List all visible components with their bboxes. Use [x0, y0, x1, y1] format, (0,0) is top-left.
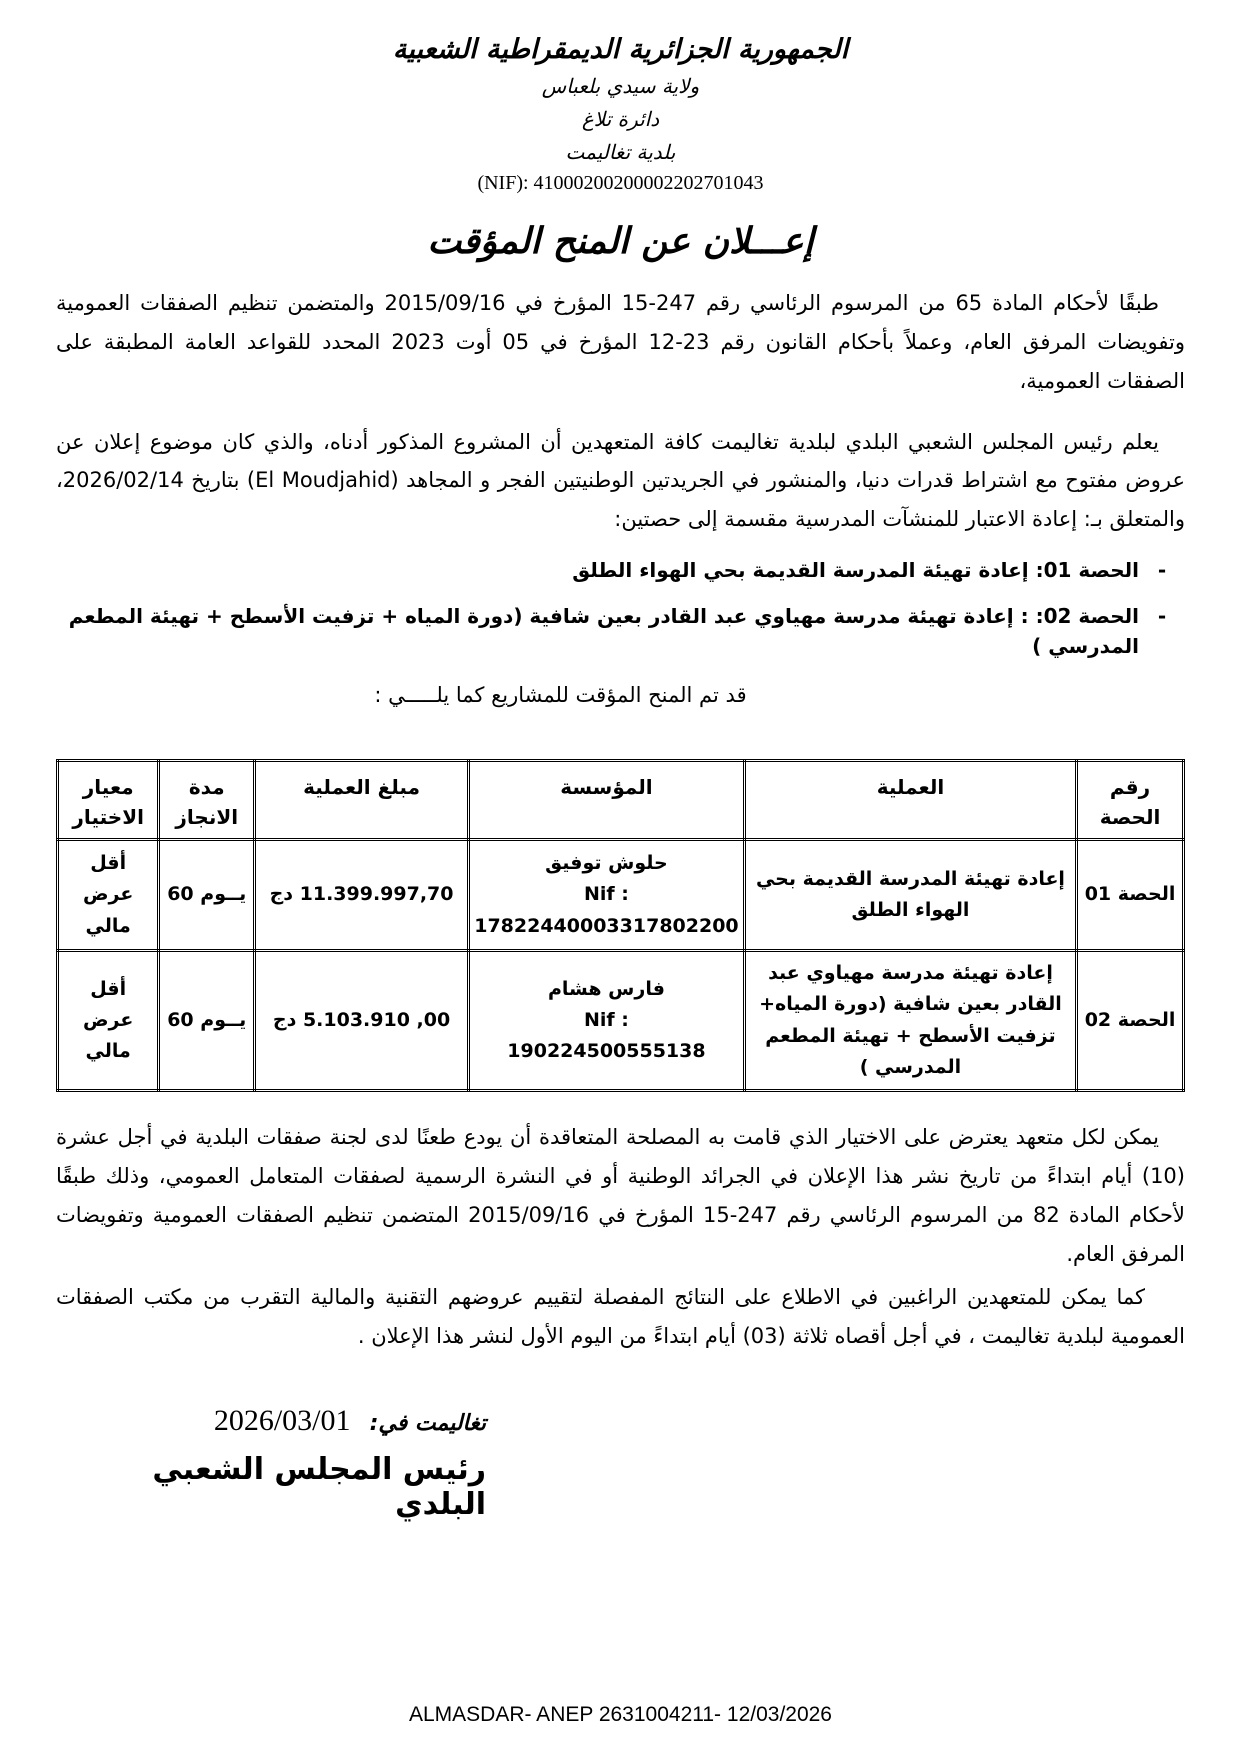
row2-criterion: أقل عرض مالي [58, 951, 159, 1091]
row2-duration: 60 يــوم [159, 951, 255, 1091]
commune-line: بلدية تغاليمت [565, 140, 676, 164]
row2-company-nif-label: Nif : [583, 1009, 629, 1032]
award-table [56, 759, 1185, 1092]
lot-dash: - [1157, 558, 1167, 583]
row2-operation: إعادة تهيئة مدرسة مهياوي عبد القادر بعين شافية (دورة المياه+ تزفيت الأسطح + تهيئة المطعم المدرسي ) [744, 951, 1076, 1091]
paragraph-announcement: يعلم رئيس المجلس الشعبي البلدي لبلدية تغاليمت كافة المتعهدين أن المشروع المذكور أدناه، والذي كان موضوع إعلان عن عروض مفتوح مع اشتراط قدرات دنيا، والمنشور في الجريدتين الوطنيتين الفجر و المجاهد (El Moudjahid) بتاريخ 2026/02/14، والمتعلق بـ: إعادة الاعتبار للمنشآت المدرسية مقسمة إلى حصتين: [56, 429, 1185, 532]
signature-date-line [56, 1404, 486, 1438]
row1-operation: إعادة تهيئة المدرسة القديمة بحي الهواء الطلق [744, 840, 1076, 951]
col-header-amount: مبلغ العملية [255, 761, 469, 840]
lot-dash: - [1157, 604, 1167, 629]
lot-2-text: الحصة 02: : إعادة تهيئة مدرسة مهياوي عبد القادر بعين شافية (دورة المياه + تزفيت الأسطح + تهيئة المطعم المدرسي ) [68, 604, 1139, 659]
row1-amount: 11.399.997,70 دج [255, 840, 469, 951]
signature-place-label: تغاليمت في: [369, 1410, 486, 1436]
paragraph-legal-basis: طبقًا لأحكام المادة 65 من المرسوم الرئاسي رقم 247-15 المؤرخ في 2015/09/16 والمتضمن تنظيم الصفقات العمومية وتفويضات المرفق العام، وعملاً بأحكام القانون رقم 23-12 المؤرخ في 05 أوت 2023 المحدد للقواعد العامة المطبقة على الصفقات العمومية، [56, 291, 1185, 393]
row1-criterion: أقل عرض مالي [58, 840, 159, 951]
lot-1-text: الحصة 01: إعادة تهيئة المدرسة القديمة بحي الهواء الطلق [572, 558, 1139, 583]
row2-amount: 00, 5.103.910 دج [255, 951, 469, 1091]
col-header-company: المؤسسة [469, 761, 745, 840]
lot-item-2 [56, 601, 1185, 661]
row1-company [469, 840, 745, 951]
table-header-row [58, 761, 1184, 840]
daira-line: دائرة تلاغ [581, 107, 660, 131]
row1-company-name: حلوش توفيق [545, 852, 668, 875]
col-header-duration: مدة الانجاز [159, 761, 255, 840]
signer-title: رئيس المجلس الشعبي البلدي [152, 1451, 486, 1522]
anep-footer: ALMASDAR- ANEP 2631004211- 12/03/2026 [408, 1703, 832, 1726]
row2-lot-no: الحصة 02 [1077, 951, 1184, 1091]
row2-company-nif: 190224500555138 [507, 1040, 706, 1063]
republic-title: الجمهورية الجزائرية الديمقراطية الشعبية [392, 34, 849, 65]
signature-block [56, 1404, 486, 1522]
document-header [56, 34, 1185, 195]
row2-company-name: فارس هشام [547, 977, 665, 1000]
lot-item-1 [56, 555, 1185, 585]
table-row [58, 951, 1184, 1091]
row1-company-nif-label: Nif : [583, 883, 629, 906]
paragraph-appeal: يمكن لكل متعهد يعترض على الاختيار الذي قامت به المصلحة المتعاقدة أن يودع طعنًا لدى لجنة صفقات البلدية في أجل عشرة (10) أيام ابتداءً من تاريخ نشر هذا الإعلان في الجرائد الوطنية أو في النشرة الرسمية لصفقات المتعامل العمومي، وذلك طبقًا لأحكام المادة 82 من المرسوم الرئاسي رقم 247-15 المؤرخ في 2015/09/16 المتضمن تنظيم الصفقات العمومية وتفويضات المرفق العام. [56, 1125, 1186, 1266]
col-header-lot-no: رقم الحصة [1077, 761, 1184, 840]
row1-lot-no: الحصة 01 [1077, 840, 1184, 951]
table-row [58, 840, 1184, 951]
col-header-operation: العملية [744, 761, 1076, 840]
paragraph-results: كما يمكن للمتعهدين الراغبين في الاطلاع على النتائج المفصلة لتقييم عروضهم التقنية والمالية التقرب من مكتب الصفقات العمومية لبلدية تغاليمت ، في أجل أقصاه ثلاثة (03) أيام ابتداءً من اليوم الأول لنشر هذا الإعلان . [56, 1284, 1185, 1348]
wilaya-line: ولاية سيدي بلعباس [541, 74, 700, 98]
signature-date: 2026/03/01 [213, 1403, 351, 1437]
award-intro-line: قد تم المنح المؤقت للمشاريع كما يلـــــي : [374, 683, 747, 708]
lots-list [56, 555, 1185, 661]
row1-duration: 60 يــوم [159, 840, 255, 951]
page-title: إعـــلان عن المنح المؤقت [427, 221, 814, 262]
row1-company-nif: 17822440003317802200 [474, 914, 739, 937]
nif-line: (NIF): 41000200200002202701043 [477, 172, 764, 194]
row2-company [469, 951, 745, 1091]
col-header-criterion: معيار الاختيار [58, 761, 159, 840]
